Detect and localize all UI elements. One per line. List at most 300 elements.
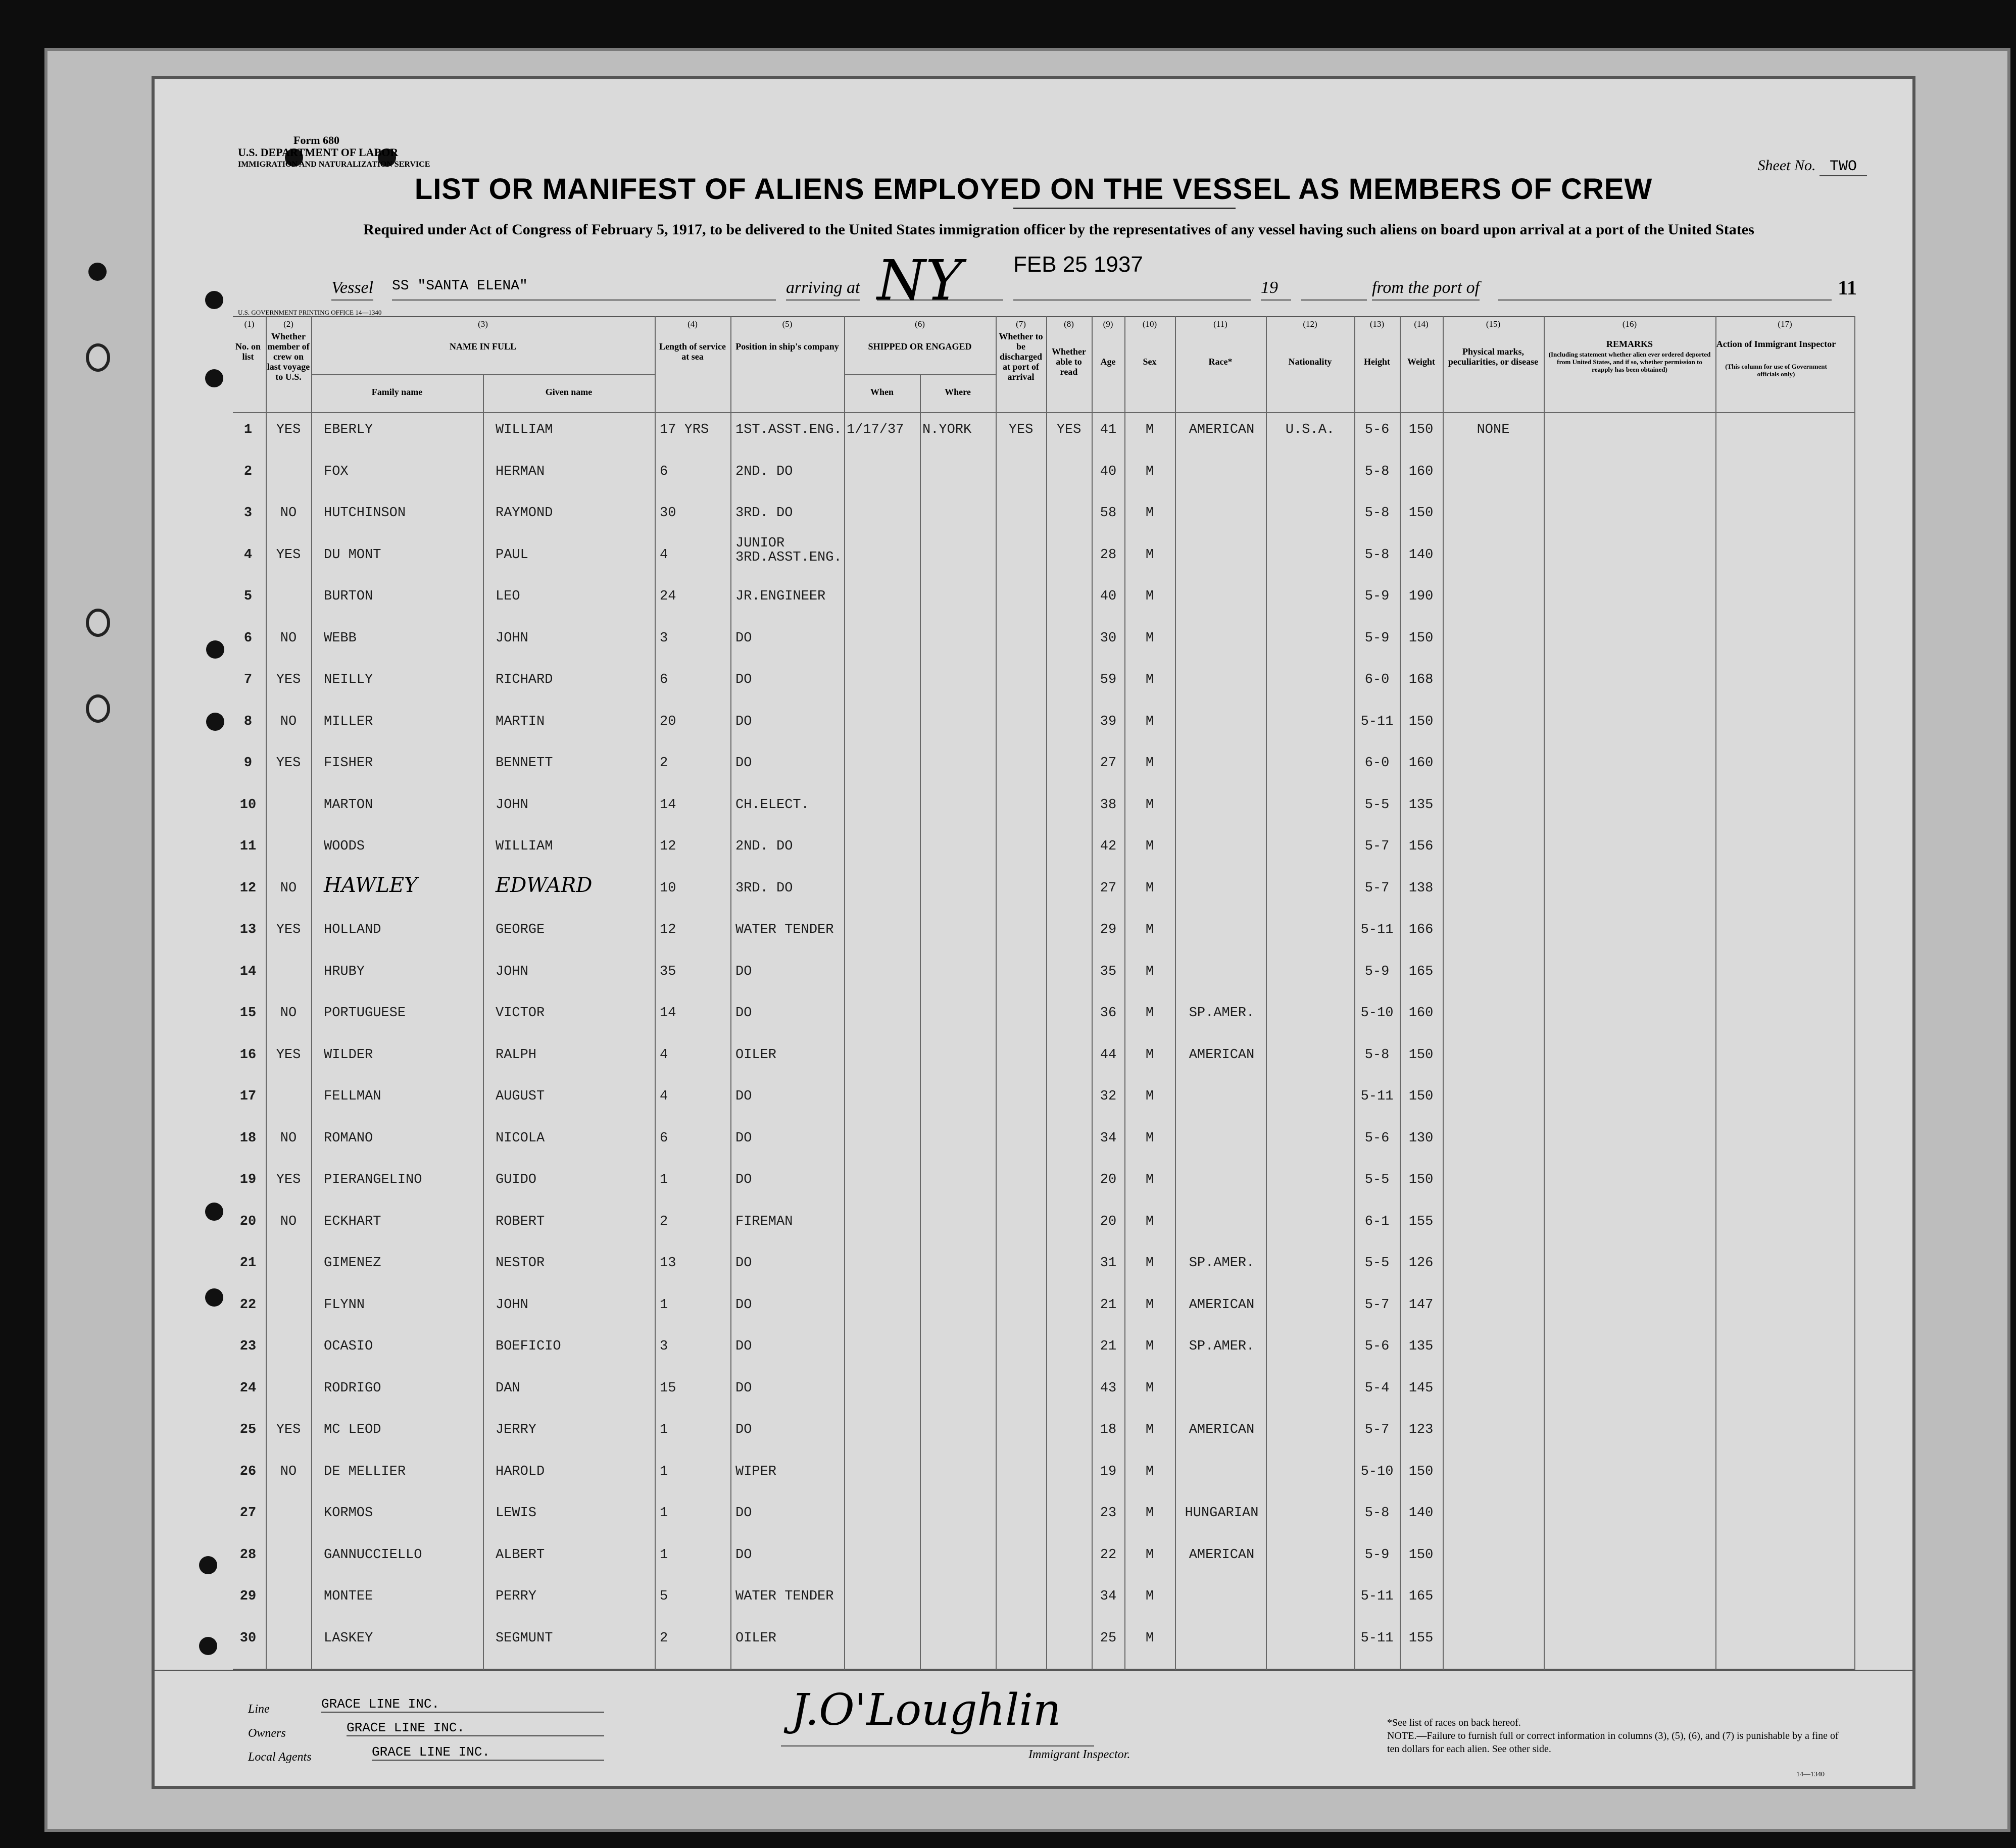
service-length: 6 (660, 672, 668, 687)
punch-hole (199, 1556, 217, 1574)
signature-line (781, 1745, 1094, 1746)
service-length: 1 (660, 1172, 668, 1187)
department: U.S. DEPARTMENT OF LABOR (238, 146, 399, 159)
position: DO (735, 672, 752, 687)
punch-hole (206, 640, 224, 659)
age: 23 (1100, 1506, 1117, 1521)
age: 44 (1100, 1047, 1117, 1063)
prev-voyage: NO (280, 1464, 297, 1479)
weight: 147 (1408, 1297, 1434, 1313)
age: 38 (1100, 797, 1117, 813)
family-name: HRUBY (324, 964, 365, 979)
table-row (233, 1589, 1854, 1628)
row-number: 13 (239, 922, 257, 937)
punch-hole (205, 1203, 223, 1221)
age: 27 (1100, 880, 1117, 896)
crew-table (233, 316, 1854, 1670)
position: DO (735, 1297, 752, 1313)
sex: M (1145, 672, 1154, 687)
age: 19 (1100, 1464, 1117, 1479)
sex: M (1145, 1589, 1154, 1604)
table-row (233, 1506, 1854, 1545)
row-number: 16 (239, 1047, 257, 1063)
service-length: 24 (660, 589, 676, 604)
sex: M (1145, 1006, 1154, 1021)
form-header (238, 134, 430, 171)
row-number: 18 (239, 1130, 257, 1146)
position: DO (735, 1006, 752, 1021)
header-nationality: Nationality (1288, 357, 1332, 367)
family-name: HUTCHINSON (324, 506, 406, 521)
prev-voyage: NO (280, 1130, 297, 1146)
family-name: GANNUCCIELLO (324, 1547, 422, 1563)
given-name: NESTOR (496, 1256, 545, 1271)
height: 5-11 (1360, 1630, 1394, 1646)
local-agents-label: Local Agents (248, 1751, 312, 1764)
column-rule (1854, 316, 1855, 1670)
row-number: 6 (243, 630, 253, 646)
position: DO (735, 756, 752, 771)
header-remarks-note: (Including statement whether alien ever ordered deported from United States, and if so, whether permission to reapply has been obtained) (1548, 351, 1711, 373)
service-length: 4 (660, 1089, 668, 1104)
inspector-label: Immigrant Inspector. (1028, 1748, 1130, 1761)
position: DO (735, 1130, 752, 1146)
prev-voyage: YES (276, 1172, 301, 1187)
weight: 168 (1408, 672, 1434, 687)
sex: M (1145, 630, 1154, 646)
prev-voyage: NO (280, 880, 297, 896)
header-no-on-list: No. on list (235, 341, 261, 362)
header-where: Where (945, 387, 971, 397)
header-when: When (870, 387, 894, 397)
position: DO (735, 1506, 752, 1521)
given-name: ALBERT (496, 1547, 545, 1563)
page-subtitle: Required under Act of Congress of February 5, 1917, to be delivered to the United States immigration officer by the representatives of any vessel having such aliens on board upon arrival at a port of the United States (363, 221, 1754, 238)
prev-voyage: YES (276, 756, 301, 771)
header-sex: Sex (1143, 357, 1157, 367)
table-row (233, 797, 1854, 837)
arriving-port: NY (877, 248, 1003, 301)
row-number: 11 (239, 839, 257, 854)
sex: M (1145, 1214, 1154, 1229)
position: DO (735, 964, 752, 979)
age: 25 (1100, 1630, 1117, 1646)
date-stamp: FEB 25 1937 (1013, 252, 1143, 277)
column-number: (5) (782, 319, 793, 329)
prev-voyage: YES (276, 1422, 301, 1437)
position: 2ND. DO (735, 839, 793, 854)
family-name: WILDER (324, 1047, 373, 1063)
position: WATER TENDER (735, 922, 834, 937)
line-value: GRACE LINE INC. (321, 1696, 604, 1713)
service-length: 1 (660, 1547, 668, 1563)
row-number: 29 (239, 1589, 257, 1604)
family-name: DE MELLIER (324, 1464, 406, 1479)
service-length: 6 (660, 1130, 668, 1146)
weight: 150 (1408, 630, 1434, 646)
punch-hole (205, 1288, 223, 1307)
prev-voyage: NO (280, 1214, 297, 1229)
table-row (233, 1214, 1854, 1254)
weight: 160 (1408, 464, 1434, 479)
margin-number: 11 (1838, 276, 1857, 299)
race: HUNGARIAN (1185, 1506, 1259, 1521)
sex: M (1145, 1630, 1154, 1646)
race: AMERICAN (1189, 1422, 1255, 1437)
given-name: PAUL (496, 547, 528, 563)
weight: 166 (1408, 922, 1434, 937)
given-name: JOHN (496, 964, 528, 979)
row-number: 21 (239, 1256, 257, 1271)
table-row (233, 535, 1854, 587)
weight: 190 (1408, 589, 1434, 604)
table-row (233, 1547, 1854, 1587)
family-name: EBERLY (324, 422, 373, 437)
given-name: PERRY (496, 1589, 537, 1604)
penalty-note: NOTE.—Failure to furnish full or correct information in columns (3), (5), (6), and (7) is punishable by a fine of ten dollars for each alien. See other side. (1387, 1730, 1839, 1755)
weight: 140 (1408, 1506, 1434, 1521)
height: 5-6 (1364, 1130, 1390, 1146)
position: OILER (735, 1047, 777, 1063)
height: 5-8 (1364, 506, 1390, 521)
race: SP.AMER. (1189, 1339, 1255, 1354)
weight: 135 (1408, 797, 1434, 813)
service-length: 10 (660, 880, 676, 896)
age: 27 (1100, 756, 1117, 771)
row-number: 7 (243, 672, 253, 687)
table-row (233, 1631, 1854, 1670)
printing-office: U.S. GOVERNMENT PRINTING OFFICE 14—1340 (238, 309, 382, 316)
header-weight: Weight (1407, 357, 1435, 367)
position: DO (735, 1547, 752, 1563)
row-number: 5 (243, 589, 253, 604)
given-name: AUGUST (496, 1089, 545, 1104)
height: 5-11 (1360, 1089, 1394, 1104)
height: 5-7 (1364, 1422, 1390, 1437)
height: 5-11 (1360, 922, 1394, 937)
column-number: (7) (1016, 319, 1026, 329)
header-length-service: Length of service at sea (659, 341, 726, 362)
family-name: FISHER (324, 756, 373, 771)
age: 21 (1100, 1297, 1117, 1313)
sex: M (1145, 1172, 1154, 1187)
prev-voyage: YES (276, 922, 301, 937)
weight: 150 (1408, 1089, 1434, 1104)
position: DO (735, 1380, 752, 1396)
weight: 126 (1408, 1256, 1434, 1271)
family-name: WOODS (324, 839, 365, 854)
age: 30 (1100, 630, 1117, 646)
row-number: 22 (239, 1297, 257, 1313)
race: AMERICAN (1189, 1047, 1255, 1063)
service-length: 12 (660, 839, 676, 854)
column-number: (6) (915, 319, 925, 329)
position: DO (735, 630, 752, 646)
family-name: PIERANGELINO (324, 1172, 422, 1187)
header-able-to-read: Whether able to read (1052, 346, 1086, 377)
sex: M (1145, 756, 1154, 771)
sex: M (1145, 797, 1154, 813)
family-name: MC LEOD (324, 1422, 381, 1437)
date-line (1013, 278, 1251, 301)
position: 3RD. DO (735, 880, 793, 896)
sex: M (1145, 1297, 1154, 1313)
weight: 150 (1408, 1172, 1434, 1187)
position: JUNIOR 3RD.ASST.ENG. (735, 535, 842, 565)
service-length: 1 (660, 1464, 668, 1479)
height: 5-5 (1364, 1256, 1390, 1271)
given-name: GEORGE (496, 922, 545, 937)
sex: M (1145, 1380, 1154, 1396)
year-label: 19 (1261, 278, 1291, 301)
service-length: 17 YRS (660, 422, 709, 437)
age: 20 (1100, 1214, 1117, 1229)
weight: 130 (1408, 1130, 1434, 1146)
row-number: 26 (239, 1464, 257, 1479)
row-number: 28 (239, 1547, 257, 1563)
age: 20 (1100, 1172, 1117, 1187)
line-label: Line (248, 1703, 270, 1716)
service-length: 30 (660, 506, 676, 521)
race: SP.AMER. (1189, 1256, 1255, 1271)
prev-voyage: NO (280, 630, 297, 646)
family-name: WEBB (324, 630, 357, 646)
given-name: RAYMOND (496, 506, 553, 521)
family-name: DU MONT (324, 547, 381, 563)
sex: M (1145, 1256, 1154, 1271)
given-name: SEGMUNT (496, 1630, 553, 1646)
family-name: OCASIO (324, 1339, 373, 1354)
given-name: WILLIAM (496, 839, 553, 854)
weight: 135 (1408, 1339, 1434, 1354)
prev-voyage: NO (280, 506, 297, 521)
sex: M (1145, 880, 1154, 896)
sex: M (1145, 1339, 1154, 1354)
height: 5-9 (1364, 630, 1390, 646)
age: 29 (1100, 922, 1117, 937)
age: 22 (1100, 1547, 1117, 1563)
position: DO (735, 1256, 752, 1271)
family-name: HAWLEY (324, 873, 418, 897)
column-number: (14) (1414, 319, 1429, 329)
header-height: Height (1364, 357, 1390, 367)
table-row (233, 1006, 1854, 1045)
given-name: MARTIN (496, 714, 545, 729)
given-name: VICTOR (496, 1006, 545, 1021)
position: JR.ENGINEER (735, 589, 826, 604)
shipped-where: N.YORK (922, 422, 972, 437)
vessel-label: Vessel (331, 278, 373, 301)
height: 5-8 (1364, 1506, 1390, 1521)
given-name: DAN (496, 1380, 520, 1396)
prev-voyage: YES (276, 672, 301, 687)
arriving-label: arriving at (786, 278, 860, 301)
from-port-label: from the port of (1372, 278, 1480, 301)
height: 5-7 (1364, 1297, 1390, 1313)
table-row (233, 1422, 1854, 1462)
sex: M (1145, 1130, 1154, 1146)
given-name: EDWARD (496, 873, 593, 897)
shipped-when: 1/17/37 (847, 422, 904, 437)
sex: M (1145, 1506, 1154, 1521)
sex: M (1145, 839, 1154, 854)
position: DO (735, 1422, 752, 1437)
weight: 165 (1408, 964, 1434, 979)
service-length: 6 (660, 464, 668, 479)
prev-voyage: NO (280, 714, 297, 729)
family-name: ROMANO (324, 1130, 373, 1146)
age: 18 (1100, 1422, 1117, 1437)
row-number: 30 (239, 1630, 257, 1646)
weight: 150 (1408, 1047, 1434, 1063)
table-row (233, 506, 1854, 545)
sex: M (1145, 1422, 1154, 1437)
service-length: 1 (660, 1506, 668, 1521)
height: 5-8 (1364, 547, 1390, 563)
given-name: WILLIAM (496, 422, 553, 437)
row-number: 1 (243, 422, 253, 437)
column-number: (1) (244, 319, 255, 329)
age: 41 (1100, 422, 1117, 437)
table-row (233, 1256, 1854, 1295)
age: 31 (1100, 1256, 1117, 1271)
weight: 150 (1408, 1547, 1434, 1563)
table-row (233, 1131, 1854, 1170)
table-row (233, 1172, 1854, 1212)
family-name: LASKEY (324, 1630, 373, 1646)
position: WIPER (735, 1464, 777, 1479)
punch-hole (205, 369, 223, 387)
header-position: Position in ship's company (735, 341, 839, 352)
row-number: 23 (239, 1339, 257, 1354)
weight: 138 (1408, 880, 1434, 896)
family-name: MILLER (324, 714, 373, 729)
manifest-sheet (152, 76, 1915, 1789)
table-row (233, 1297, 1854, 1337)
given-name: JOHN (496, 1297, 528, 1313)
service-length: 35 (660, 964, 676, 979)
name-subheader-rule (311, 374, 655, 375)
table-row (233, 422, 1854, 462)
row-number: 4 (243, 547, 253, 563)
height: 5-9 (1364, 1547, 1390, 1563)
height: 5-10 (1360, 1464, 1394, 1479)
header-divider (233, 412, 1854, 413)
punch-hole (206, 713, 224, 731)
title-rule (1013, 208, 1236, 209)
sex: M (1145, 714, 1154, 729)
header-family-name: Family name (371, 387, 423, 397)
table-row (233, 1464, 1854, 1504)
family-name: PORTUGUESE (324, 1006, 406, 1021)
column-number: (2) (283, 319, 293, 329)
physical-marks: NONE (1477, 422, 1510, 437)
height: 6-0 (1364, 672, 1390, 687)
row-number: 12 (239, 880, 257, 896)
position: FIREMAN (735, 1214, 793, 1229)
height: 5-4 (1364, 1380, 1390, 1396)
column-number: (10) (1142, 319, 1157, 329)
sex: M (1145, 464, 1154, 479)
table-row (233, 873, 1854, 920)
column-number: (4) (687, 319, 698, 329)
family-name: MARTON (324, 797, 373, 813)
family-name: ECKHART (324, 1214, 381, 1229)
position: 1ST.ASST.ENG. (735, 422, 842, 437)
row-number: 14 (239, 964, 257, 979)
column-number: (3) (478, 319, 488, 329)
sex: M (1145, 1047, 1154, 1063)
binder-ring (86, 694, 110, 723)
table-row (233, 1381, 1854, 1420)
row-number: 25 (239, 1422, 257, 1437)
weight: 145 (1408, 1380, 1434, 1396)
binder-ring (86, 609, 110, 637)
position: DO (735, 1089, 752, 1104)
given-name: JOHN (496, 797, 528, 813)
column-number: (8) (1064, 319, 1074, 329)
row-number: 24 (239, 1380, 257, 1396)
family-name: RODRIGO (324, 1380, 381, 1396)
position: DO (735, 1339, 752, 1354)
given-name: RICHARD (496, 672, 553, 687)
height: 5-7 (1364, 839, 1390, 854)
row-number: 19 (239, 1172, 257, 1187)
prev-voyage: NO (280, 1006, 297, 1021)
age: 36 (1100, 1006, 1117, 1021)
height: 5-5 (1364, 797, 1390, 813)
year-line (1301, 278, 1367, 301)
form-number: Form 680 (293, 134, 340, 146)
weight: 150 (1408, 422, 1434, 437)
family-name: FOX (324, 464, 349, 479)
height: 5-11 (1360, 1589, 1394, 1604)
height: 5-5 (1364, 1172, 1390, 1187)
height: 5-6 (1364, 422, 1390, 437)
owners-label: Owners (248, 1727, 286, 1740)
row-number: 20 (239, 1214, 257, 1229)
service-length: 2 (660, 1630, 668, 1646)
header-discharged: Whether to be discharged at port of arrival (999, 331, 1043, 382)
given-name: JOHN (496, 630, 528, 646)
weight: 156 (1408, 839, 1434, 854)
weight: 140 (1408, 547, 1434, 563)
table-row (233, 714, 1854, 754)
weight: 160 (1408, 1006, 1434, 1021)
service-length: 14 (660, 797, 676, 813)
table-row (233, 964, 1854, 1004)
column-number: (16) (1622, 319, 1637, 329)
row-number: 10 (239, 797, 257, 813)
position: DO (735, 714, 752, 729)
sex: M (1145, 422, 1154, 437)
punch-hole (199, 1637, 217, 1655)
row-number: 15 (239, 1006, 257, 1021)
given-name: BENNETT (496, 756, 553, 771)
table-row (233, 672, 1854, 712)
age: 58 (1100, 506, 1117, 521)
header-physical-marks: Physical marks, peculiarities, or disease (1448, 346, 1539, 367)
binder-ring (86, 343, 110, 372)
family-name: FLYNN (324, 1297, 365, 1313)
height: 5-6 (1364, 1339, 1390, 1354)
given-name: LEWIS (496, 1506, 537, 1521)
family-name: GIMENEZ (324, 1256, 381, 1271)
height: 5-7 (1364, 880, 1390, 896)
weight: 155 (1408, 1630, 1434, 1646)
given-name: GUIDO (496, 1172, 537, 1187)
table-row (233, 464, 1854, 504)
